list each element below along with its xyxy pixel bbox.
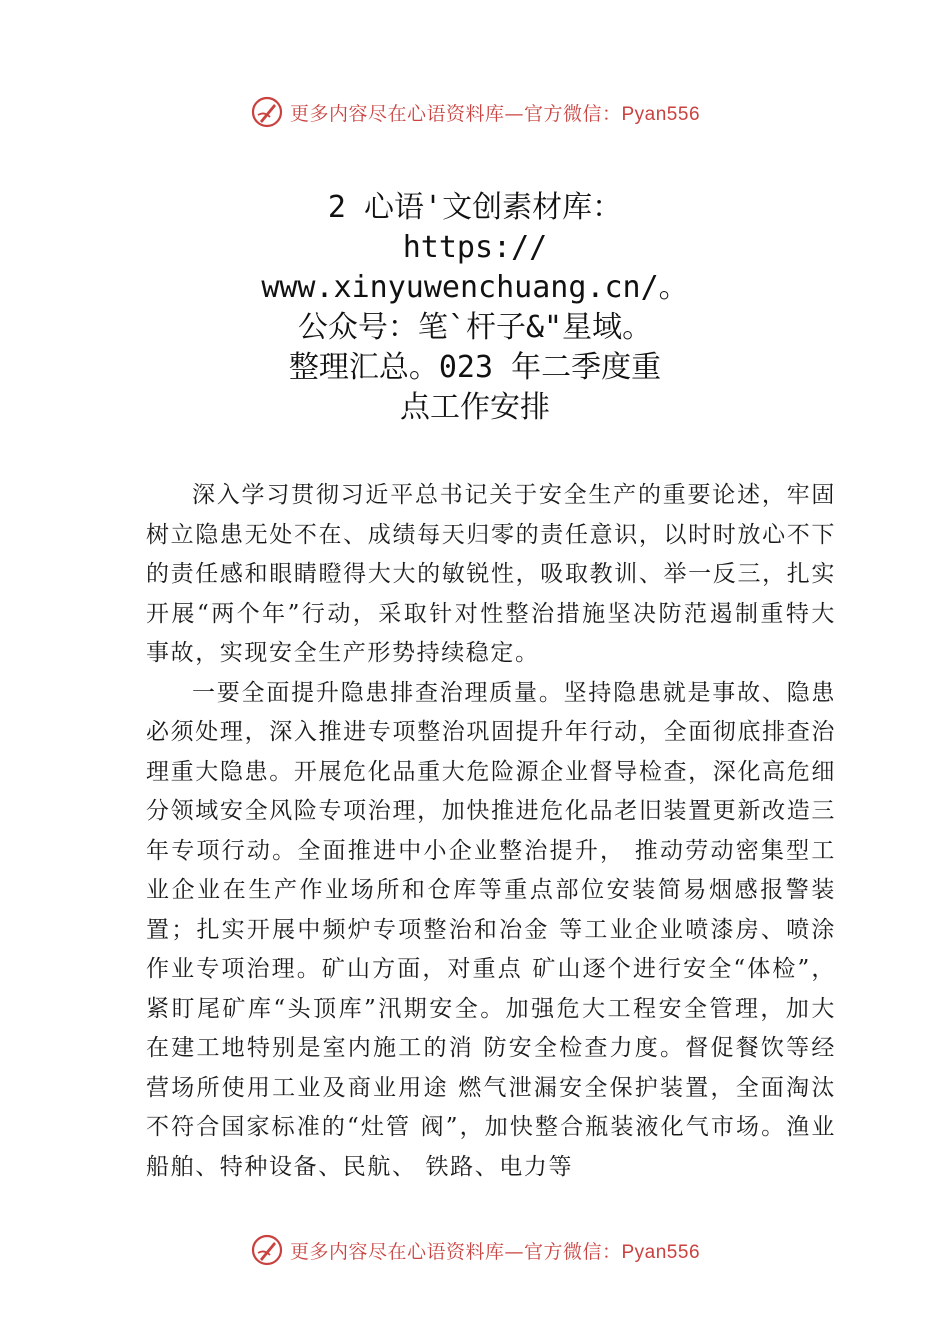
header-watermark-banner [0,92,950,132]
quill-pen-seal-icon [250,1233,284,1267]
title-line: 公众号：笔`杆子&"星域。 [297,310,653,345]
title-line: https:// [402,230,548,265]
document-body [146,476,836,1187]
quill-pen-seal-icon [250,95,284,129]
footer-watermark-text: 更多内容尽在心语资料库—官方微信：Pyan556 [289,1240,701,1263]
title-line: 整理汇总。023 年二季度重 [288,350,662,385]
header-watermark-text: 更多内容尽在心语资料库—官方微信：Pyan556 [289,102,701,125]
document-title [0,188,950,428]
wechat-id: Pyan556 [621,103,701,125]
wechat-id: Pyan556 [621,1241,701,1263]
title-line: 点工作安排 [400,390,550,425]
footer-watermark-banner [0,1230,950,1270]
body-paragraph: 深入学习贯彻习近平总书记关于安全生产的重要论述，牢固树立隐患无处不在、成绩每天归零的责任意识，以时时放心不下的责任感和眼睛瞪得大大的敏锐性，吸取教训、举一反三，扎实开展“两个年”行动，采取针对性整治措施坚决防范遏制重特大事故，实现安全生产形势持续稳定。 [146,482,836,666]
title-line: 2 心语'文创素材库： [327,190,623,225]
body-paragraph: 一要全面提升隐患排查治理质量。坚持隐患就是事故、隐患必须处理，深入推进专项整治巩固提升年行动，全面彻底排查治理重大隐患。开展危化品重大危险源企业督导检查，深化高危细分领域安全风险专项治理，加快推进危化品老旧装置更新改造三年专项行动。全面推进中小企业整治提升， 推动劳动密集型工业企业在生产作业场所和仓库等重点部位安装简易烟感报警装置；扎实开展中频炉专项整治和冶金 等工业企业喷漆房、喷涂作业专项治理。矿山方面，对重点 矿山逐个进行安全“体检”，紧盯尾矿库“头顶库”汛期安全。加强危大工程安全管理，加大在建工地特别是室内施工的消 防安全检查力度。督促餐饮等经营场所使用工业及商业用途 燃气泄漏安全保护装置，全面淘汰不符合国家标准的“灶管 阀”，加快整合瓶装液化气市场。渔业船舶、特种设备、民航、 铁路、电力等 [146,679,836,1180]
title-line: www.xinyuwenchuang.cn/。 [261,270,689,305]
